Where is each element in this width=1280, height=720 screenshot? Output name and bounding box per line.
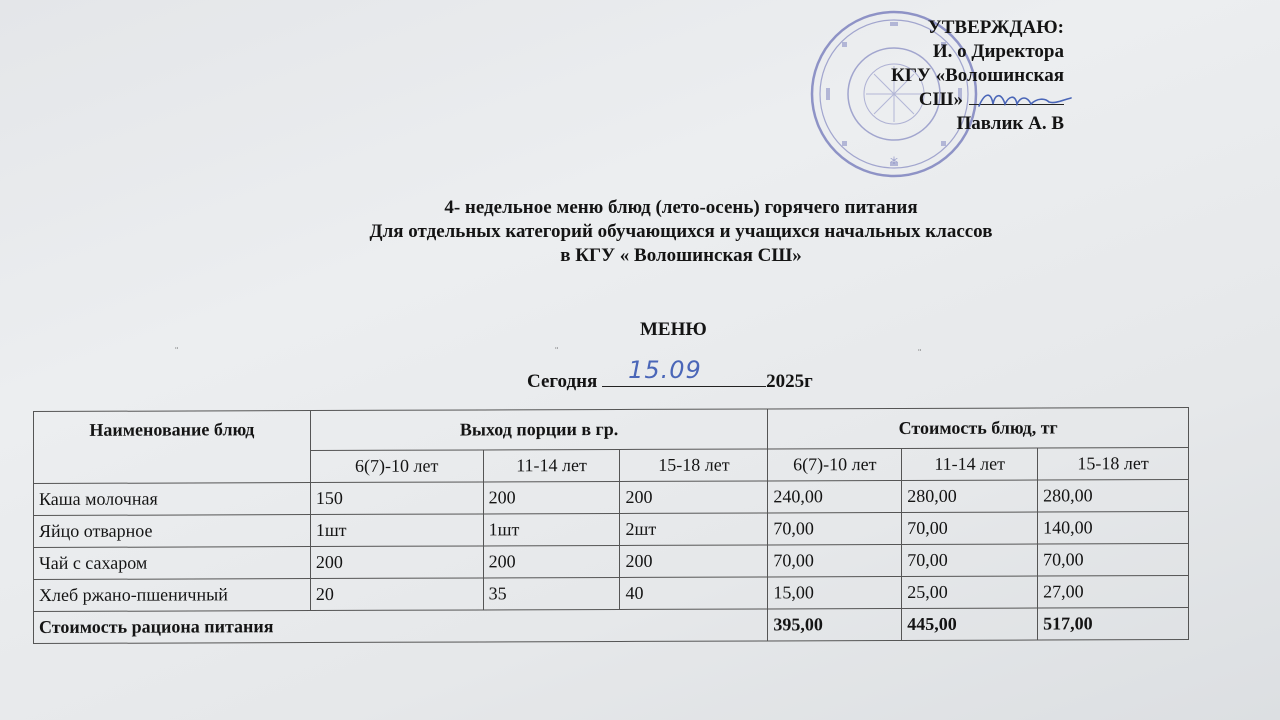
total-row <box>34 607 1189 643</box>
header-portion-age-1: 6(7)-10 лет <box>310 450 483 483</box>
portion-cell: 200 <box>620 481 768 514</box>
total-cost-cell: 445,00 <box>902 608 1038 640</box>
table-row <box>34 511 1189 547</box>
portion-cell: 20 <box>310 578 483 611</box>
svg-text:*: * <box>890 153 898 172</box>
cost-cell: 70,00 <box>1038 543 1189 576</box>
heading-line-1: 4- недельное меню блюд (лето-осень) горячего питания <box>444 197 918 218</box>
total-cost-cell: 395,00 <box>768 608 902 640</box>
header-portion: Выход порции в гр. <box>310 409 768 451</box>
approval-name: Павлик А. В <box>956 113 1064 134</box>
header-cost-age-3: 15-18 лет <box>1038 447 1189 480</box>
table-row <box>34 543 1189 579</box>
approval-organization-suffix: СШ» <box>918 89 963 110</box>
cost-cell: 70,00 <box>768 512 902 544</box>
table-row <box>34 575 1189 611</box>
cost-cell: 70,00 <box>902 544 1038 576</box>
header-cost-age-2: 11-14 лет <box>902 448 1038 480</box>
portion-cell: 200 <box>483 545 620 577</box>
cost-cell: 27,00 <box>1038 575 1189 608</box>
header-cost-age-1: 6(7)-10 лет <box>768 448 902 480</box>
total-cost-cell: 517,00 <box>1038 607 1189 640</box>
cost-cell: 240,00 <box>768 480 902 512</box>
date-label: Сегодня <box>527 371 598 392</box>
date-blank <box>602 356 766 387</box>
portion-cell: 40 <box>620 577 768 610</box>
cost-cell: 25,00 <box>902 576 1038 608</box>
portion-cell: 150 <box>310 482 483 515</box>
heading-line-3: в КГУ « Волошинская СШ» <box>560 245 802 266</box>
cost-cell: 280,00 <box>902 480 1038 512</box>
portion-cell: 200 <box>310 546 483 579</box>
header-cost: Стоимость блюд, тг <box>768 407 1189 448</box>
dish-name: Каша молочная <box>34 483 311 516</box>
portion-cell: 1шт <box>310 514 483 547</box>
cost-cell: 15,00 <box>768 576 902 608</box>
date-year: 2025г <box>766 371 813 392</box>
portion-cell: 35 <box>483 577 620 609</box>
table-header-row <box>34 407 1189 451</box>
scan-speck: ¨ <box>918 348 922 359</box>
portion-cell: 2шт <box>620 513 768 546</box>
dish-name: Яйцо отварное <box>34 515 311 548</box>
date-line <box>527 356 813 393</box>
header-dish-name: Наименование блюд <box>34 411 311 484</box>
header-portion-age-3: 15-18 лет <box>620 449 768 482</box>
handwritten-signature <box>975 86 1075 114</box>
approval-title: УТВЕРЖДАЮ: <box>927 17 1064 38</box>
table-row <box>34 479 1189 515</box>
scan-speck: ¨ <box>555 346 559 357</box>
cost-cell: 280,00 <box>1038 479 1189 512</box>
handwritten-date: 15.09 <box>628 356 702 384</box>
dish-name: Чай с сахаром <box>34 547 311 580</box>
total-label: Стоимость рациона питания <box>34 609 768 644</box>
approval-block <box>891 16 1064 136</box>
menu-title: МЕНЮ <box>640 319 707 340</box>
cost-cell: 70,00 <box>902 512 1038 544</box>
approval-organization: КГУ «Волошинская <box>891 65 1064 86</box>
document-heading <box>0 196 1280 268</box>
approval-position: И. о Директора <box>932 41 1064 62</box>
dish-name: Хлеб ржано-пшеничный <box>34 579 311 612</box>
header-portion-age-2: 11-14 лет <box>483 449 620 481</box>
cost-cell: 70,00 <box>768 544 902 576</box>
heading-line-2: Для отдельных категорий обучающихся и учащихся начальных классов <box>369 221 993 242</box>
menu-table <box>33 407 1189 644</box>
cost-cell: 140,00 <box>1038 511 1189 544</box>
portion-cell: 200 <box>483 481 620 513</box>
portion-cell: 1шт <box>483 513 620 545</box>
portion-cell: 200 <box>620 545 768 578</box>
scan-speck: ¨ <box>175 346 179 357</box>
